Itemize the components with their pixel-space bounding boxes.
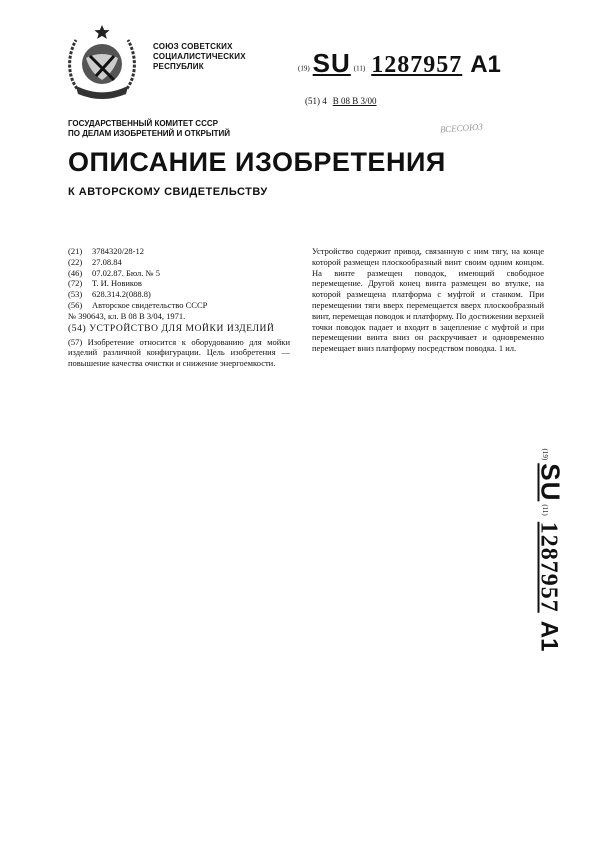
vertical-patent-id [510,420,590,680]
biblio-row [68,246,290,257]
code-11: (11) [353,64,366,73]
ipc-value: B 08 B 3/00 [332,96,377,106]
kind-code: A1 [535,620,563,652]
biblio-code: (72) [68,278,83,289]
code-19: (19) [298,64,310,73]
ipc-classification [305,96,377,106]
biblio-row: № 390643, кл. B 08 B 3/04, 1971. [68,310,186,321]
biblio-row [68,257,290,268]
bibliographic-data [68,246,290,322]
document-title: ОПИСАНИЕ ИЗОБРЕТЕНИЯ [68,147,446,177]
code-11: (11) [541,504,550,516]
abstract-left: (57) Изобретение относится к оборудованию для мойки изделий различной конфигурации. Цель изобретения — повышение качества очистки и снижение энергоемкости. [68,336,290,369]
biblio-code: (46) [68,267,83,278]
country-line: СОЮЗ СОВЕТСКИХ [153,42,233,51]
biblio-code: (21) [68,246,83,256]
library-stamp: ВСЕСОЮЗ [439,121,484,135]
biblio-text: 628.314.2(088.8) [92,289,151,300]
patent-number: 1287957 [371,52,463,78]
country-line: СОЦИАЛИСТИЧЕСКИХ [153,52,246,61]
ipc-code: (51) 4 [305,96,327,106]
document-subtitle: К АВТОРСКОМУ СВИДЕТЕЛЬСТВУ [68,186,268,198]
country-name [153,42,246,72]
country-line: РЕСПУБЛИК [153,62,204,71]
patent-id-line [298,48,501,79]
committee-name [68,119,230,139]
biblio-row [68,268,290,279]
biblio-row [68,289,290,300]
biblio-row [68,278,290,289]
biblio-text: Т. И. Новиков [92,278,142,289]
abstract-right: Устройство содержит привод, связанную с ним тягу, на конце которой размещен плоскообразный винт своим одним концом. На винте размещен поводок, имеющий свободное перемещение. Другой конец винта размещен во втулке, на которой размещена платформа с муфтой и станком. При перемещении тяги вверх перемещается вверх плоскообразный винт, перемещая поводок и платформу. По достижении верхней точки поводок падает и входит в зацепление с муфтой и при перемещении винта вниз он раскручивает и одновременно перемещает вниз платформу посредством поводка. 1 ил. [312,246,544,354]
su-mark: SU [312,48,351,78]
ussr-emblem [66,22,138,102]
biblio-code: (56) [68,299,83,310]
patent-number: 1287957 [535,521,562,613]
biblio-text: 3784320/28-12 [92,246,144,256]
biblio-code: (53) [68,289,83,300]
biblio-text: Авторское свидетельство СССР [92,299,208,310]
biblio-row [68,300,290,311]
committee-line: ГОСУДАРСТВЕННЫЙ КОМИТЕТ СССР [68,119,218,128]
biblio-text: 27.08.84 [92,256,122,267]
su-mark: SU [535,463,566,502]
committee-line: ПО ДЕЛАМ ИЗОБРЕТЕНИЙ И ОТКРЫТИЙ [68,129,231,138]
kind-code: A1 [470,51,501,78]
code-19: (19) [541,448,550,461]
biblio-code: (22) [68,256,83,267]
invention-title: (54) УСТРОЙСТВО ДЛЯ МОЙКИ ИЗДЕЛИЙ [68,323,275,334]
biblio-text: 07.02.87. Бюл. № 5 [92,267,160,278]
left-column [68,246,290,369]
